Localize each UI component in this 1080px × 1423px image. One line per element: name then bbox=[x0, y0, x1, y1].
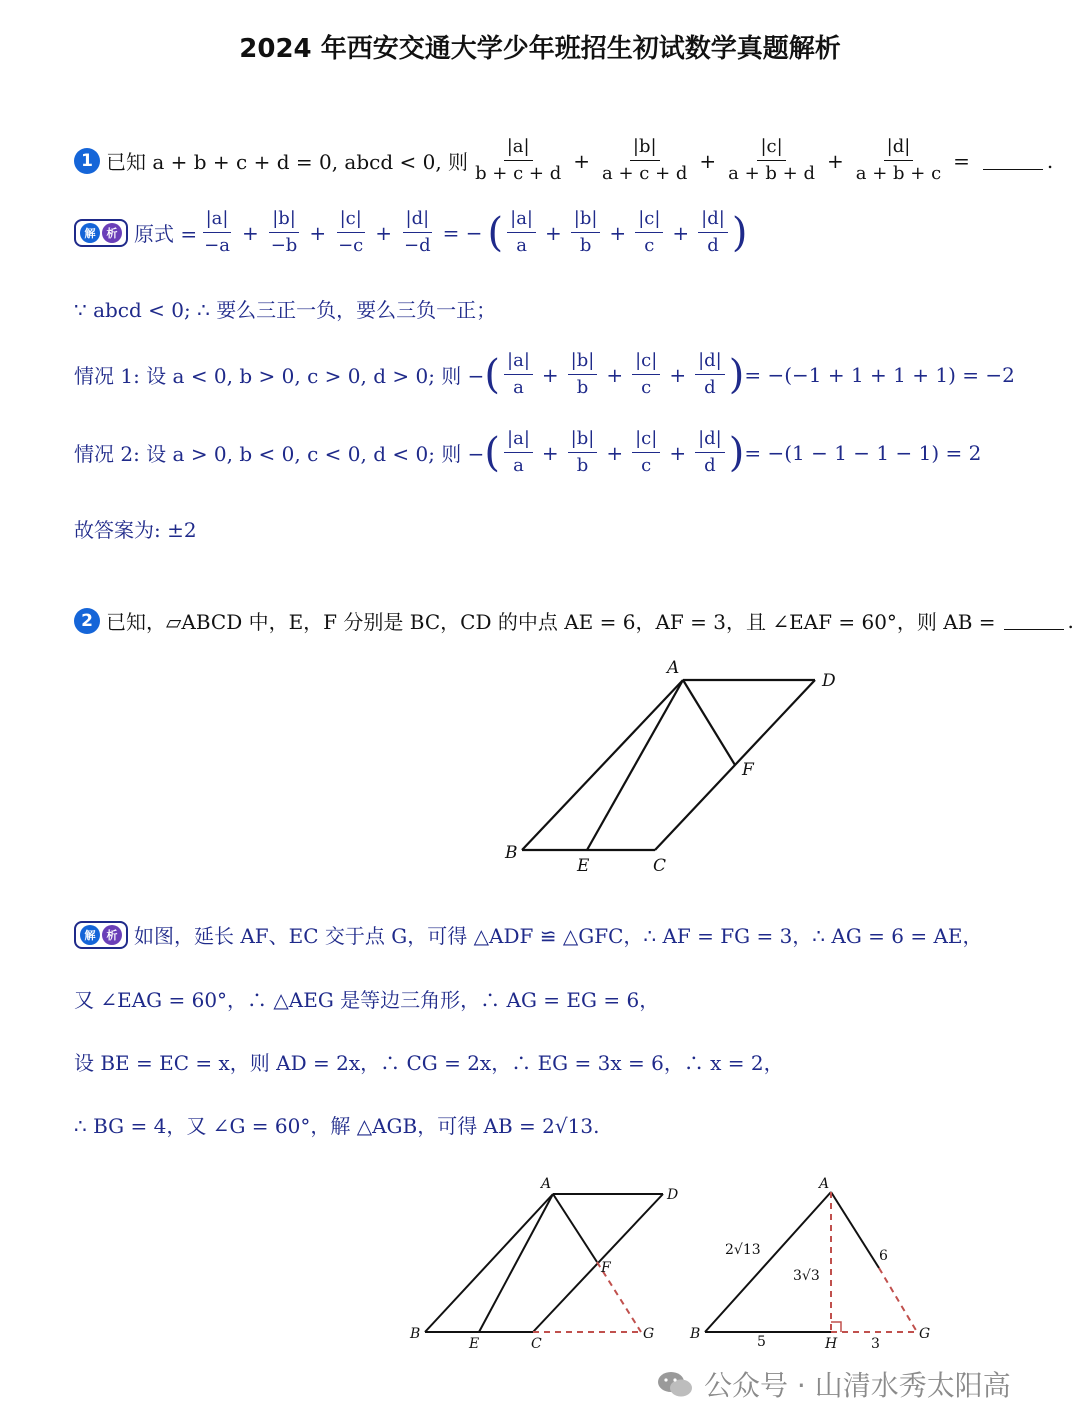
label-f: F bbox=[742, 760, 754, 780]
side-ag-dashed bbox=[879, 1268, 917, 1332]
length-hg: 3 bbox=[871, 1336, 880, 1352]
fraction: $\frac{|d|}{a + b + c}$ bbox=[855, 136, 942, 184]
watermark bbox=[656, 1364, 1011, 1404]
label-e: E bbox=[577, 856, 590, 876]
fraction: $\frac{|b|}{a + c + d}$ bbox=[602, 136, 688, 184]
label-b: B bbox=[690, 1326, 701, 1342]
fraction: $\frac{|c|}{a + b + d}$ bbox=[728, 136, 815, 184]
q1-answer: 故答案为: ±2 bbox=[74, 518, 197, 542]
segment-af bbox=[683, 680, 735, 765]
label-b: B bbox=[505, 843, 518, 863]
side-ab bbox=[705, 1192, 831, 1332]
length-bh: 5 bbox=[757, 1334, 766, 1350]
q1-solution-line: 解 析 原式 = $\frac{|a|}{-a}$ + $\frac{|b|}{-b}$ + $\frac{|c|}{-c}$ + $\frac{|d|}{-d}$ = − ( $\frac{|a|}{a}$ + $\frac{|b|}{b}$ + $\frac{|c|}{c}$ + $\frac{|d|}{d}$ ) bbox=[74, 206, 747, 259]
answer-blank bbox=[1004, 611, 1064, 630]
length-ag: 6 bbox=[879, 1248, 888, 1264]
segment-af bbox=[553, 1194, 597, 1262]
q2-solution-line-2: 又 ∠EAG = 60°，∴ △AEG 是等边三角形，∴ AG = EG = 6， bbox=[74, 988, 660, 1012]
label-h: H bbox=[825, 1336, 838, 1352]
label-b: B bbox=[410, 1326, 421, 1342]
label-c: C bbox=[531, 1336, 542, 1352]
question-2-prompt: 已知，▱ABCD 中，E，F 分别是 BC，CD 的中点 AE = 6，AF = 3，且 ∠EAF = 60°，则 AB = bbox=[106, 610, 996, 634]
triangle-agb-figure bbox=[685, 1172, 940, 1357]
q1-case-1: 情况 1: 设 a < 0, b > 0, c > 0, d > 0; 则 − ( $\frac{|a|}{a}$ + $\frac{|b|}{b}$ + $\frac{|c|}{c}$ + $\frac{|d|}{d}$ ) = −(−1 + 1 + 1 + 1) = −2 bbox=[74, 350, 1015, 398]
solution-label: 原式 = bbox=[134, 222, 198, 246]
extended-parallelogram-figure bbox=[405, 1172, 679, 1357]
label-a: A bbox=[819, 1176, 830, 1192]
length-ah: 3√3 bbox=[793, 1268, 820, 1284]
label-d: D bbox=[822, 671, 836, 691]
q2-solution-line-4: ∴ BG = 4，又 ∠G = 60°，解 △AGB，可得 AB = 2√13. bbox=[74, 1114, 600, 1138]
question-2: 2 已知，▱ABCD 中，E，F 分别是 BC，CD 的中点 AE = 6，AF = 3，且 ∠EAF = 60°，则 AB = . bbox=[74, 606, 1074, 635]
label-f: F bbox=[601, 1260, 611, 1276]
side-ag-solid bbox=[831, 1192, 879, 1268]
label-d: D bbox=[667, 1187, 679, 1203]
fraction: $\frac{|a|}{b + c + d}$ bbox=[475, 136, 562, 184]
question-1-number: 1 bbox=[74, 148, 100, 174]
label-e: E bbox=[469, 1336, 480, 1352]
label-a: A bbox=[667, 658, 680, 678]
question-1: 1 已知 a + b + c + d = 0, abcd < 0, 则 $\frac{|a|}{b + c + d}$ + $\frac{|b|}{a + c + d}$ + $\frac{|c|}{a + b + d}$ + $\frac{|d|}{a + b + c}$ = . bbox=[74, 134, 1053, 187]
answer-blank bbox=[983, 151, 1043, 170]
label-g: G bbox=[643, 1326, 655, 1342]
parallelogram-figure bbox=[495, 655, 855, 880]
question-1-prompt: 已知 a + b + c + d = 0, abcd < 0, 则 bbox=[106, 150, 469, 174]
length-ab: 2√13 bbox=[725, 1242, 761, 1258]
page-title: 2024 年西安交通大学少年班招生初试数学真题解析 bbox=[239, 34, 841, 64]
right-angle-mark bbox=[831, 1322, 841, 1332]
solution-badge: 解 析 bbox=[74, 219, 128, 247]
label-a: A bbox=[541, 1176, 552, 1192]
watermark-text: 公众号 · 山清水秀太阳高 bbox=[704, 1369, 1011, 1402]
q1-reason-line: ∵ abcd < 0; ∴ 要么三正一负，要么三负一正； bbox=[74, 298, 497, 322]
q2-solution-line-1: 解 析 如图，延长 AF、EC 交于点 G，可得 △ADF ≌ △GFC，∴ AF = FG = 3，∴ AG = 6 = AE， bbox=[74, 920, 983, 949]
solution-badge: 解 析 bbox=[74, 921, 128, 949]
label-g: G bbox=[919, 1326, 931, 1342]
question-2-number: 2 bbox=[74, 608, 100, 634]
wechat-icon bbox=[656, 1368, 694, 1400]
q2-solution-line-3: 设 BE = EC = x，则 AD = 2x，∴ CG = 2x，∴ EG = 3x = 6，∴ x = 2， bbox=[74, 1051, 784, 1075]
label-c: C bbox=[653, 856, 667, 876]
q1-case-2: 情况 2: 设 a > 0, b < 0, c < 0, d < 0; 则 − ( $\frac{|a|}{a}$ + $\frac{|b|}{b}$ + $\frac{|c|}{c}$ + $\frac{|d|}{d}$ ) = −(1 − 1 − 1 − 1) = 2 bbox=[74, 428, 982, 476]
